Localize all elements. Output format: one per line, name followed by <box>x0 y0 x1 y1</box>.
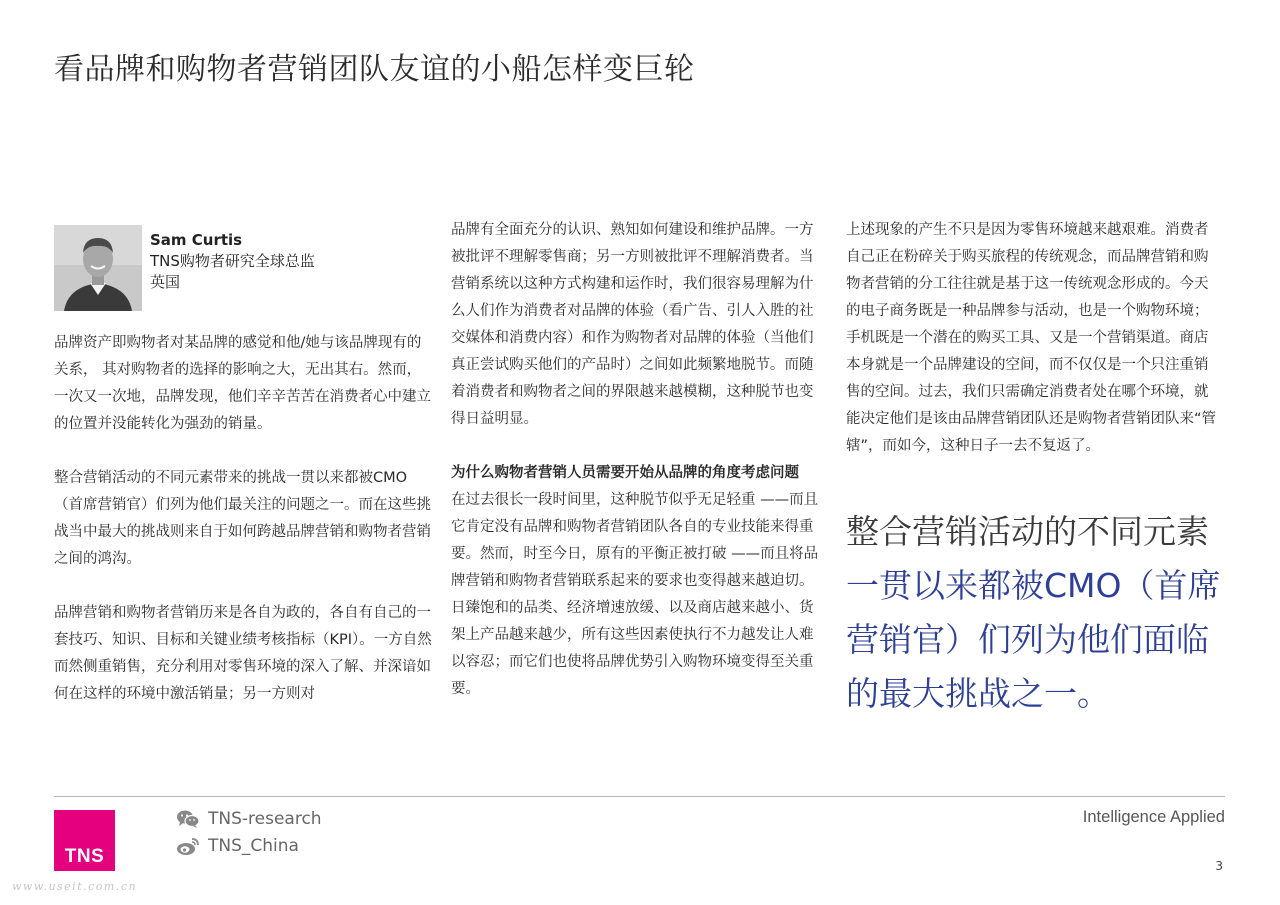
social-weibo <box>176 836 299 856</box>
paragraph: 在过去很长一段时间里，这种脱节似乎无足轻重 ——而且它肯定没有品牌和购物者营销团队各自的专业技能来得重要。然而，时至今日，原有的平衡正被打破 ——而且将品牌营销和购物者营销联系起来的要求也变得越来越迫切。日臻饱和的品类、经济增速放缓、以及商店越来越小、货架上产品越来越少，所有这些因素使执行不力越发让人难以容忍；而它们也使将品牌优势引入购物环境变得至关重要。 <box>451 492 819 697</box>
tns-logo <box>54 810 115 871</box>
paragraph: 整合营销活动的不同元素带来的挑战一贯以来都被CMO（首席营销官）们列为他们最关注的问题之一。而在这些挑战当中最大的挑战则来自于如何跨越品牌营销和购物者营销之间的鸿沟。 <box>54 470 431 567</box>
tagline: Intelligence Applied <box>1082 808 1225 826</box>
social-wechat <box>176 809 322 829</box>
weibo-icon <box>176 836 200 856</box>
pull-quote-highlight: 一贯以来都被CMO（首席营销官）们列为他们面临的最大挑战之一。 <box>846 566 1221 713</box>
author-country: 英国 <box>150 273 181 291</box>
tns-logo-text: TNS <box>64 846 105 867</box>
pull-quote-lead: 整合营销活动的不同元素 <box>846 512 1209 551</box>
page-number: 3 <box>1215 859 1223 873</box>
watermark: www.useit.com.cn <box>12 880 138 893</box>
article-column-1 <box>54 330 432 735</box>
wechat-icon <box>176 809 200 829</box>
weibo-account: TNS_China <box>208 836 299 856</box>
pull-quote <box>846 505 1226 721</box>
author-role: TNS购物者研究全球总监 <box>150 252 315 270</box>
paragraph: 品牌资产即购物者对某品牌的感觉和他/她与该品牌现有的关系， 其对购物者的选择的影响之大，无出其右。然而，一次又一次地，品牌发现，他们辛辛苦苦在消费者心中建立的位置并没能转化为强劲的销量。 <box>54 335 431 432</box>
author-name: Sam Curtis <box>150 231 243 249</box>
paragraph: 上述现象的产生不只是因为零售环境越来越艰难。消费者自己正在粉碎关于购买旅程的传统观念，而品牌营销和购物者营销的分工往往就是基于这一传统观念形成的。今天的电子商务既是一种品牌参与活动，也是一个购物环境；手机既是一个潜在的购买工具、又是一个营销渠道。商店本身就是一个品牌建设的空间，而不仅仅是一个只注重销售的空间。过去，我们只需确定消费者处在哪个环境，就能决定他们是该由品牌营销团队还是购物者营销团队来“管辖”，而如今，这种日子一去不复返了。 <box>846 222 1217 454</box>
paragraph: 品牌有全面充分的认识、熟知如何建设和维护品牌。一方被批评不理解零售商；另一方则被批评不理解消费者。当营销系统以这种方式构建和运作时，我们很容易理解为什么人们作为消费者对品牌的体验（看广告、引人入胜的社交媒体和消费内容）和作为购物者对品牌的体验（当他们真正尝试购买他们的产品时）之间如此频繁地脱节。而随着消费者和购物者之间的界限越来越模糊，这种脱节也变得日益明显。 <box>451 222 814 427</box>
page-title: 看品牌和购物者营销团队友谊的小船怎样变巨轮 <box>54 52 695 87</box>
author-photo <box>54 225 142 311</box>
paragraph: 品牌营销和购物者营销历来是各自为政的，各自有自己的一套技巧、知识、目标和关键业绩考核指标（KPI）。一方自然而然侧重销售，充分利用对零售环境的深入了解、并深谙如何在这样的环境中激活销量；另一方则对 <box>54 605 432 702</box>
wechat-account: TNS-research <box>208 809 322 829</box>
section-subheading: 为什么购物者营销人员需要开始从品牌的角度考虑问题 <box>451 465 799 481</box>
footer-divider <box>54 796 1225 797</box>
author-card <box>54 225 434 311</box>
article-column-3 <box>846 217 1218 460</box>
author-info <box>150 230 315 293</box>
article-column-2 <box>451 217 823 703</box>
